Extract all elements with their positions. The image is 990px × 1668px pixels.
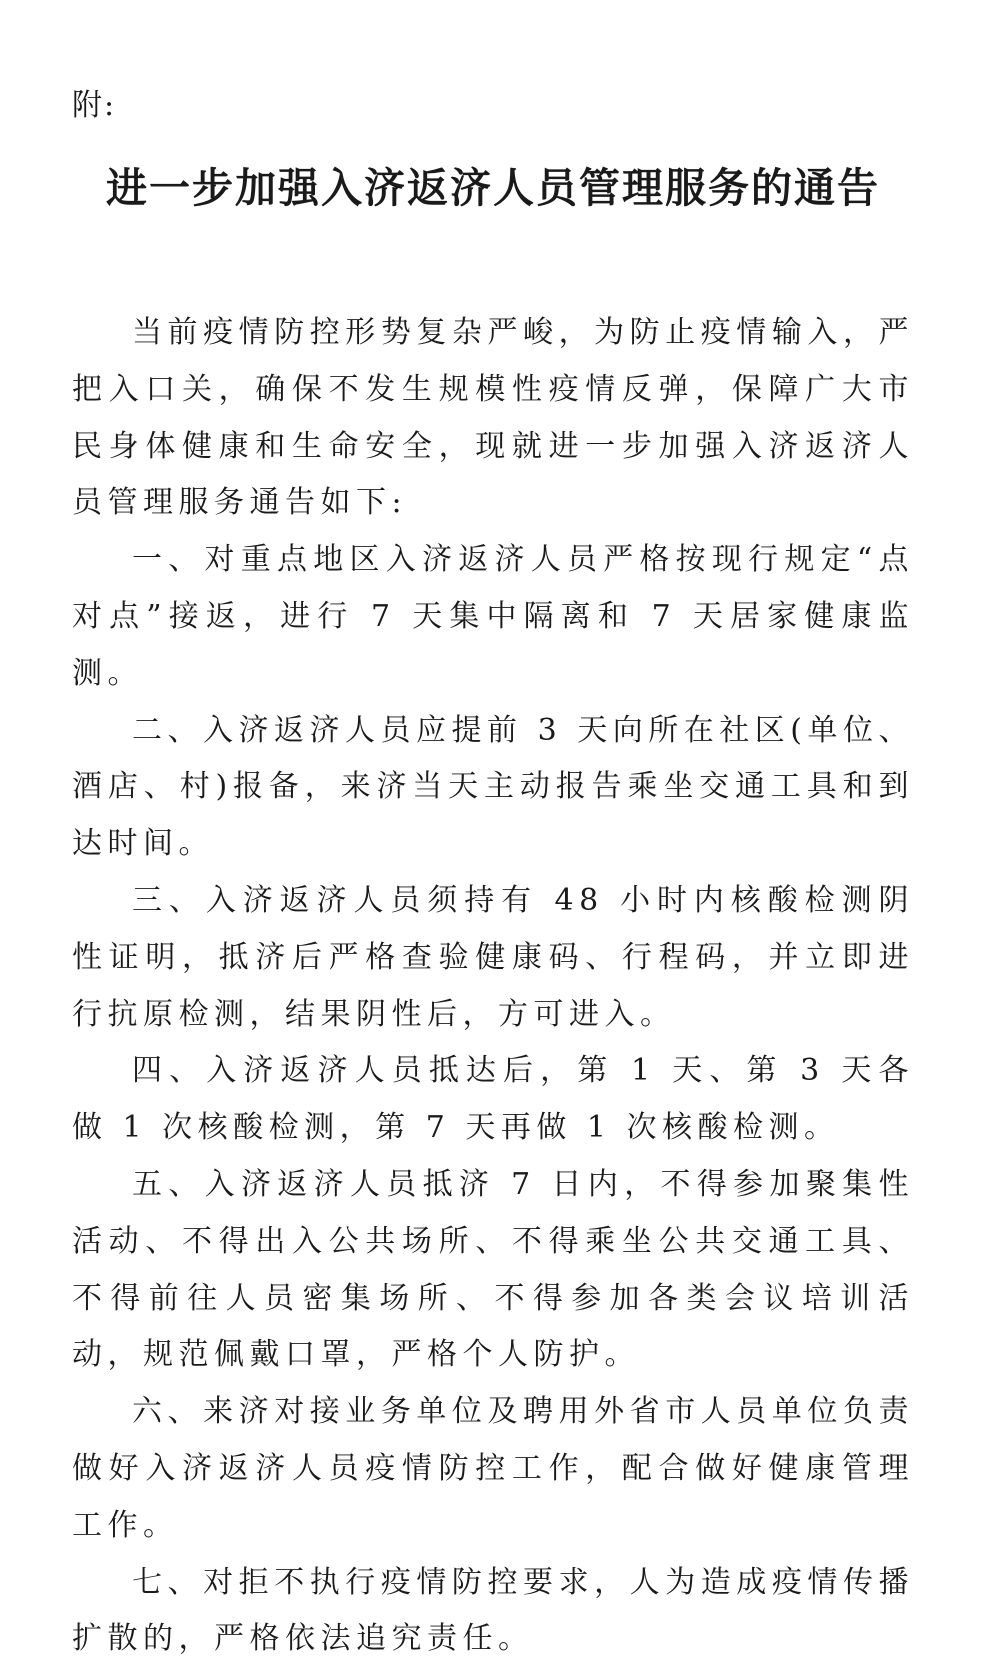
attachment-label: 附: bbox=[72, 88, 117, 123]
item-paragraph-7: 七、对拒不执行疫情防控要求，人为造成疫情传播扩散的，严格依法追究责任。 bbox=[72, 1564, 914, 1657]
item-paragraph-1: 一、对重点地区入济返济人员严格按现行规定“点对点”接返，进行 7 天集中隔离和 7 天居家健康监测。 bbox=[72, 542, 914, 691]
item-paragraph-5: 五、入济返济人员抵济 7 日内，不得参加聚集性活动、不得出入公共场所、不得乘坐公共交通工具、不得前往人员密集场所、不得参加各类会议培训活动，规范佩戴口罩，严格个人防护。 bbox=[72, 1166, 914, 1373]
notice-body bbox=[72, 305, 914, 1668]
item-paragraph-2: 二、入济返济人员应提前 3 天向所在社区(单位、酒店、村)报备，来济当天主动报告乘坐交通工具和到达时间。 bbox=[72, 712, 914, 862]
item-paragraph-4: 四、入济返济人员抵达后，第 1 天、第 3 天各做 1 次核酸检测，第 7 天再做 1 次核酸检测。 bbox=[72, 1053, 914, 1146]
item-paragraph-6: 六、来济对接业务单位及聘用外省市人员单位负责做好入济返济人员疫情防控工作，配合做好健康管理工作。 bbox=[72, 1394, 914, 1543]
notice-title: 进一步加强入济返济人员管理服务的通告 bbox=[106, 164, 880, 212]
intro-paragraph: 当前疫情防控形势复杂严峻，为防止疫情输入，严把入口关，确保不发生规模性疫情反弹，保障广大市民身体健康和生命安全，现就进一步加强入济返济人员管理服务通告如下: bbox=[72, 315, 914, 521]
item-paragraph-3: 三、入济返济人员须持有 48 小时内核酸检测阴性证明，抵济后严格查验健康码、行程码，并立即进行抗原检测，结果阴性后，方可进入。 bbox=[72, 882, 914, 1032]
